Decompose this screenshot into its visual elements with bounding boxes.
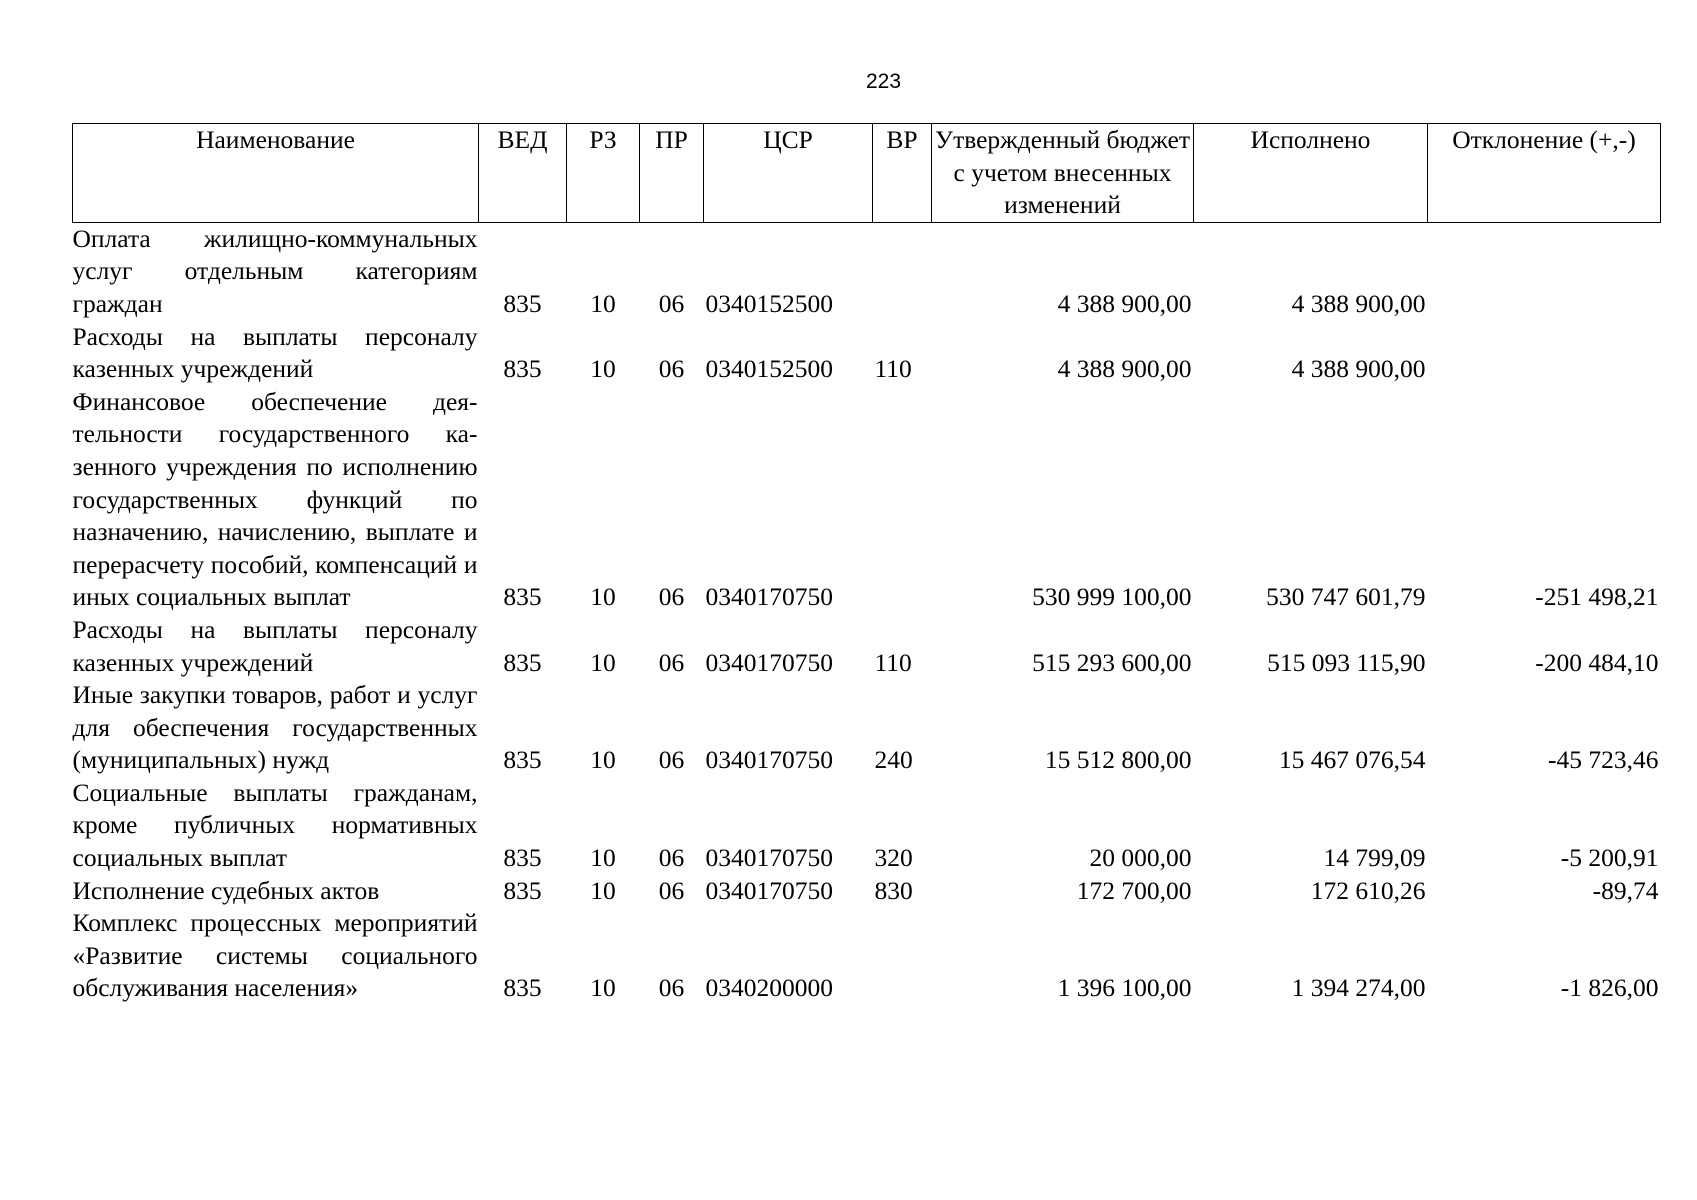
row-vr: 110: [874, 647, 912, 677]
row-rz: 10: [590, 582, 616, 612]
row-executed: 4 388 900,00: [1291, 354, 1426, 384]
row-deviation: [1428, 222, 1661, 320]
row-executed: 172 610,26: [1310, 875, 1426, 905]
header-rz: РЗ: [567, 124, 640, 223]
row-vr: 320: [874, 843, 913, 873]
row-name: Финансовое обеспечение деятельности государственного казенного учреждения по исполнению государственных функций по назначению, начислению, выплате и перерасчету пособий, компенсаций и иных социальных выплат: [72, 386, 478, 612]
row-ved: 835: [503, 582, 542, 612]
row-approved: 4 388 900,00: [1057, 288, 1192, 318]
row-executed: 15 467 076,54: [1278, 745, 1426, 775]
row-vr: [873, 386, 932, 614]
row-rz: 10: [590, 288, 616, 318]
row-approved: 172 700,00: [1076, 875, 1192, 905]
row-pr: 06: [658, 843, 685, 873]
row-ved: 835: [503, 354, 542, 384]
row-csr: 0340170750: [705, 582, 833, 612]
row-rz: 10: [590, 647, 616, 677]
row-deviation: -89,74: [1592, 875, 1659, 905]
row-rz: 10: [590, 973, 616, 1003]
row-ved: 835: [503, 288, 542, 318]
row-deviation: [1428, 321, 1661, 386]
row-name: Комплекс процессных мероприятий «Развитие системы социального обслуживания населения»: [72, 908, 478, 1003]
row-approved: 4 388 900,00: [1057, 354, 1192, 384]
row-csr: 0340152500: [705, 354, 833, 384]
row-rz: 10: [590, 354, 616, 384]
row-pr: 06: [658, 582, 685, 612]
row-ved: 835: [503, 647, 542, 677]
row-executed: 1 394 274,00: [1291, 973, 1426, 1003]
table-row: [73, 222, 1661, 320]
table-row: [73, 321, 1661, 386]
row-vr: [873, 222, 932, 320]
table-header: [73, 124, 1661, 223]
row-deviation: -200 484,10: [1535, 647, 1659, 677]
row-csr: 0340200000: [705, 973, 833, 1003]
row-deviation: -45 723,46: [1548, 745, 1659, 775]
row-vr: 240: [874, 745, 913, 775]
row-vr: 830: [874, 875, 913, 905]
row-name: Иные закупки товаров, работ и услуг для обеспечения государственных (муниципальных) нужд: [72, 680, 478, 775]
row-csr: 0340152500: [705, 288, 833, 318]
row-executed: 14 799,09: [1323, 843, 1426, 873]
row-executed: 4 388 900,00: [1291, 288, 1426, 318]
row-rz: 10: [590, 843, 616, 873]
table-header-row: [73, 124, 1661, 223]
row-name: Социальные выплаты гражданам, кроме публичных нормативных социальных выплат: [72, 777, 478, 873]
row-ved: 835: [503, 843, 542, 873]
header-executed: Исполнено: [1194, 124, 1428, 223]
row-pr: 06: [658, 288, 685, 318]
row-approved: 1 396 100,00: [1057, 973, 1192, 1003]
header-deviation: Отклонение (+,-): [1428, 124, 1661, 223]
table-row: [73, 614, 1661, 679]
header-pr: ПР: [640, 124, 704, 223]
header-csr: ЦСР: [704, 124, 873, 223]
header-vr: ВР: [873, 124, 932, 223]
table-row: [73, 777, 1661, 875]
table-row: [73, 679, 1661, 777]
row-csr: 0340170750: [705, 745, 833, 775]
row-executed: 515 093 115,90: [1267, 647, 1426, 677]
row-deviation: -5 200,91: [1560, 843, 1659, 873]
row-executed: 530 747 601,79: [1266, 582, 1426, 612]
row-name: Исполнение судебных актов: [72, 875, 380, 905]
row-approved: 515 293 600,00: [1032, 647, 1192, 677]
row-ved: 835: [503, 875, 542, 905]
row-approved: 20 000,00: [1089, 843, 1192, 873]
row-pr: 06: [658, 745, 685, 775]
row-vr: [873, 907, 932, 1005]
row-name: Расходы на выплаты персоналу казенных учреждений: [72, 321, 478, 384]
row-deviation: -251 498,21: [1535, 582, 1659, 612]
row-vr: 110: [874, 354, 912, 384]
row-pr: 06: [658, 647, 685, 677]
page-number: 223: [865, 70, 902, 93]
row-csr: 0340170750: [705, 875, 833, 905]
row-approved: 15 512 800,00: [1044, 745, 1192, 775]
row-ved: 835: [503, 973, 542, 1003]
table-row: [73, 875, 1661, 908]
header-name: Наименование: [73, 124, 479, 223]
table-row: [73, 386, 1661, 614]
row-pr: 06: [658, 973, 685, 1003]
row-rz: 10: [590, 745, 616, 775]
header-ved: ВЕД: [479, 124, 567, 223]
row-pr: 06: [658, 875, 685, 905]
table-row: [73, 907, 1661, 1005]
table-body: [73, 222, 1661, 1005]
budget-execution-table: [72, 123, 1661, 1005]
header-approved-budget: Утвержденный бюджет с учетом внесенных изменений: [932, 124, 1194, 223]
row-name: Оплата жилищно-коммунальных услуг отдельным категориям граждан: [72, 223, 478, 318]
row-approved: 530 999 100,00: [1032, 582, 1192, 612]
row-pr: 06: [658, 354, 685, 384]
row-name: Расходы на выплаты персоналу казенных учреждений: [72, 614, 478, 677]
row-csr: 0340170750: [705, 647, 833, 677]
row-deviation: -1 826,00: [1560, 973, 1659, 1003]
row-ved: 835: [503, 745, 542, 775]
row-csr: 0340170750: [705, 843, 833, 873]
row-rz: 10: [590, 875, 616, 905]
